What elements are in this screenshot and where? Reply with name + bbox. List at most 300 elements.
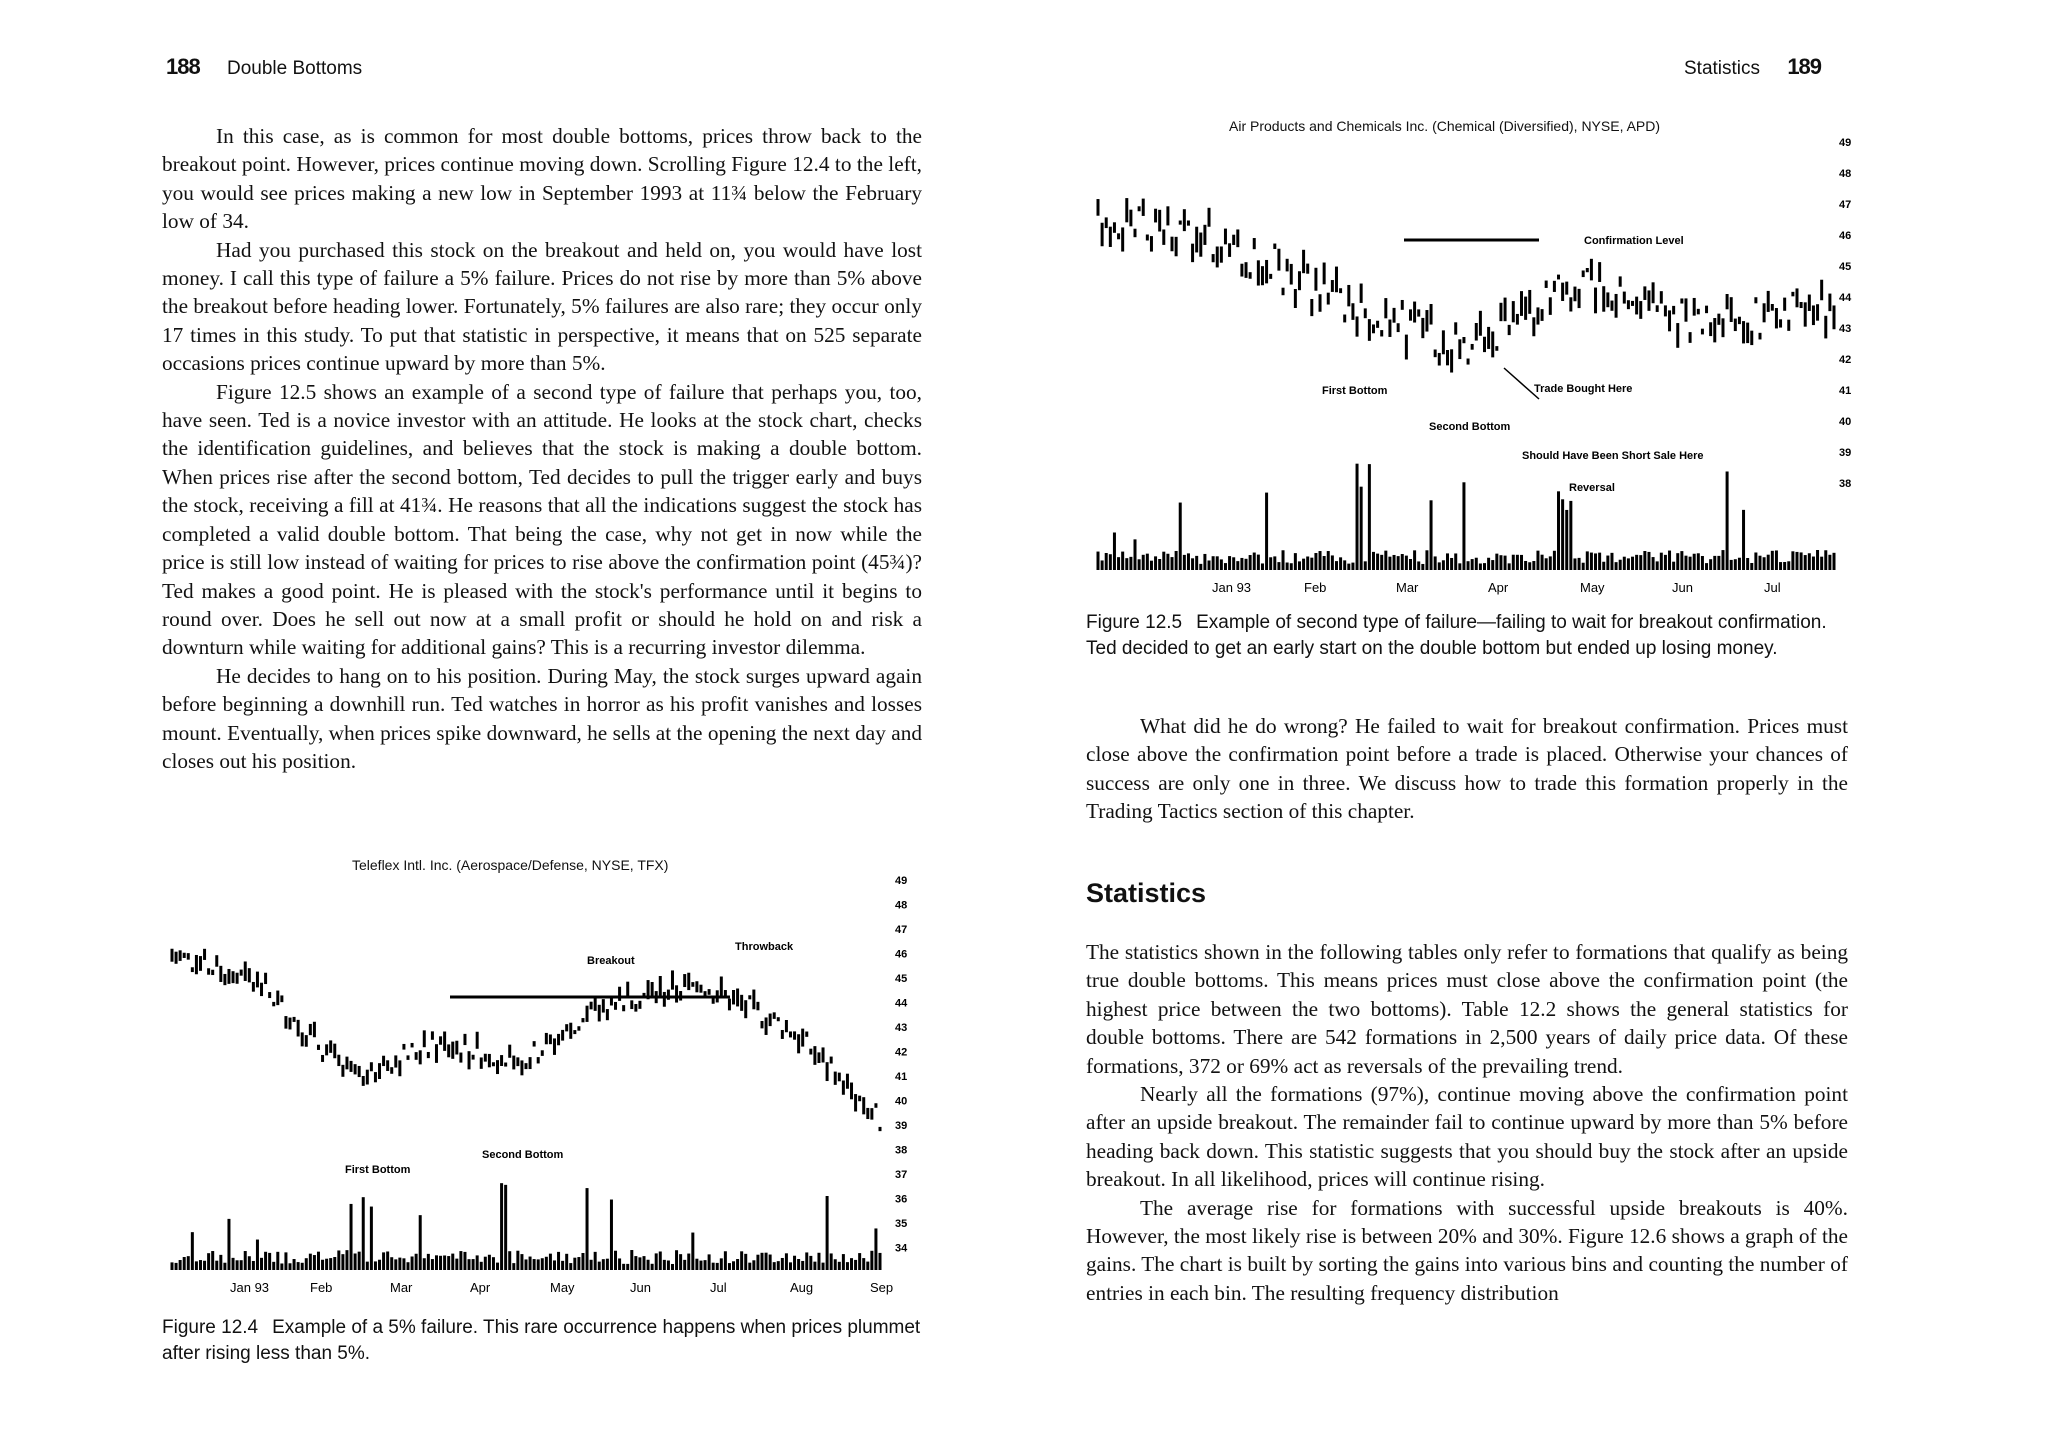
volume-bar (1323, 556, 1326, 570)
x-tick-label: Feb (310, 1280, 333, 1295)
volume-bar (496, 1263, 499, 1270)
volume-bar (695, 1259, 698, 1270)
volume-bar (813, 1262, 816, 1270)
right-page-header (1684, 54, 1821, 80)
volume-bar (500, 1183, 503, 1270)
y-tick-label: 44 (895, 997, 908, 1010)
volume-bar (484, 1257, 487, 1270)
volume-bar (305, 1258, 308, 1270)
volume-bar (866, 1262, 869, 1270)
volume-bar (732, 1261, 735, 1270)
volume-bar (350, 1204, 353, 1270)
volume-bar (1721, 550, 1724, 570)
volume-bar (1499, 555, 1502, 570)
volume-bar (1528, 562, 1531, 570)
annotation-second-bottom: Second Bottom (1429, 421, 1511, 433)
volume-bar (1462, 482, 1465, 570)
volume-bar (647, 1260, 650, 1270)
volume-bar (691, 1233, 694, 1270)
volume-bar (1245, 559, 1248, 570)
volume-bar (793, 1256, 796, 1270)
volume-bar (171, 1262, 174, 1270)
y-tick-label: 41 (1839, 385, 1852, 397)
volume-bar (1738, 558, 1741, 570)
volume-bar (1598, 553, 1601, 570)
volume-bar (581, 1253, 584, 1270)
volume-bar (1269, 557, 1272, 570)
x-tick-label: Jul (710, 1280, 727, 1295)
volume-bar (402, 1258, 405, 1270)
volume-bar (565, 1254, 568, 1270)
volume-bar (769, 1255, 772, 1270)
volume-bar (1277, 562, 1280, 570)
volume-bar (191, 1232, 194, 1270)
volume-bar (1561, 499, 1564, 570)
volume-bar (325, 1259, 328, 1270)
paragraph: Nearly all the formations (97%), continue moving above the confirmation point after an upside breakout. The remainder fail to continue upward by more than 5% before heading back down. This statistic suggests that you should buy the stock after an upside breakout. In all likelihood, prices will continue rising. (1086, 1082, 1848, 1192)
y-tick-label: 47 (895, 924, 908, 936)
volume-bar (1343, 560, 1346, 570)
y-tick-label: 43 (1839, 323, 1852, 335)
volume-bar (187, 1256, 190, 1270)
left-body-text (162, 122, 922, 775)
volume-bar (1833, 553, 1836, 570)
volume-bar (765, 1253, 768, 1270)
volume-bar (1154, 556, 1157, 570)
annotation-first-bottom: First Bottom (345, 1164, 411, 1176)
volume-bar (761, 1253, 764, 1270)
volume-bar (1224, 563, 1227, 570)
volume-bar (232, 1258, 235, 1270)
volume-bar (1150, 561, 1153, 570)
volume-bar (427, 1254, 430, 1270)
volume-bar (720, 1258, 723, 1270)
volume-bar (797, 1259, 800, 1270)
volume-bar (309, 1254, 312, 1270)
volume-bar (594, 1252, 597, 1270)
x-tick-label: Apr (1488, 580, 1509, 595)
paragraph: The statistics shown in the following tables only refer to formations that qualify as being true double bottoms. This means prices must close above the confirmation point (the highest price between the two bottoms). Table 12.2 shows the general statistics for double bottoms. There are 542 formations in 2,500 years of daily price data. Of these formations, 372 or 69% act as reversals of the prevailing trend. (1086, 940, 1848, 1078)
volume-bar (1253, 553, 1256, 570)
volume-bar (1339, 557, 1342, 570)
volume-bar (614, 1251, 617, 1270)
volume-bar (1750, 563, 1753, 570)
volume-bar (345, 1250, 348, 1270)
annotation-reversal: Reversal (1569, 482, 1615, 494)
left-page-header (166, 54, 362, 80)
volume-bar (1310, 558, 1313, 570)
volume-bar (842, 1254, 845, 1270)
volume-bar (252, 1261, 255, 1270)
volume-bar (1549, 556, 1552, 570)
paragraph: The average rise for formations with successful upside breakouts is 40%. However, the most likely rise is between 20% and 30%. Figure 12.6 shows a graph of the gains. The chart is built by sorting the gains into various bins and counting the number of entries in each bin. The resulting frequency distribution (1086, 1195, 1848, 1305)
volume-bar (679, 1254, 682, 1270)
volume-bar (1298, 561, 1301, 570)
volume-bar (1504, 556, 1507, 570)
volume-bar (1615, 562, 1618, 570)
volume-bar (545, 1257, 548, 1270)
volume-bar (850, 1258, 853, 1270)
volume-bar (1384, 551, 1387, 570)
figure-12-4-chart (160, 870, 920, 1300)
y-tick-label: 38 (895, 1144, 908, 1157)
volume-bar (1676, 553, 1679, 570)
figure-caption-text: Example of second type of failure—failing to wait for breakout confirmation. Ted decided to get an early start on the double bottom but ended up losing money. (1086, 612, 1827, 659)
volume-bar (1175, 551, 1178, 570)
volume-bar (183, 1257, 186, 1270)
volume-bar (1142, 555, 1145, 570)
volume-bar (870, 1251, 873, 1270)
volume-bar (712, 1263, 715, 1270)
x-tick-label: Jun (1672, 580, 1693, 595)
volume-bar (459, 1251, 462, 1270)
volume-bar (1261, 563, 1264, 570)
x-axis-labels (1212, 580, 1781, 595)
volume-bar (1368, 464, 1371, 570)
volume-bar (1627, 558, 1630, 570)
volume-bar (1438, 562, 1441, 570)
volume-bar (610, 1200, 613, 1270)
volume-bar (586, 1188, 589, 1270)
volume-bar (838, 1262, 841, 1270)
volume-bar (1680, 551, 1683, 570)
paragraph: In this case, as is common for most double bottoms, prices throw back to the breakout point. However, prices continue moving down. Scrolling Figure 12.4 to the left, you would see prices making a new low in September 1993 at 11¾ below the February low of 34. (162, 124, 922, 234)
volume-bar (1771, 551, 1774, 570)
volume-bar (1557, 491, 1560, 570)
volume-bar (435, 1255, 438, 1270)
volume-bar (1709, 559, 1712, 570)
volume-bar (1536, 551, 1539, 570)
volume-bar (293, 1259, 296, 1270)
y-tick-label: 48 (895, 899, 908, 912)
volume-bar (525, 1259, 528, 1270)
volume-bar (1372, 552, 1375, 570)
volume-bar (1606, 556, 1609, 570)
volume-bar (1602, 562, 1605, 570)
volume-bar (1273, 556, 1276, 570)
volume-bar (1134, 539, 1137, 570)
volume-bar (1105, 553, 1108, 570)
page-number: 188 (166, 54, 200, 79)
volume-bar (508, 1251, 511, 1270)
volume-bar (1216, 556, 1219, 570)
running-head: Double Bottoms (227, 58, 363, 79)
volume-bar (1388, 557, 1391, 570)
volume-bar (1356, 464, 1359, 570)
volume-bar (1393, 555, 1396, 570)
annotation-trade-bought: Trade Bought Here (1534, 383, 1633, 395)
x-axis-labels (230, 1280, 893, 1295)
volume-bar (1763, 557, 1766, 570)
volume-bar (1701, 556, 1704, 570)
figure-12-5-caption (1086, 610, 1846, 662)
volume-bar (1475, 558, 1478, 570)
volume-bar (1364, 561, 1367, 570)
volume-bar (1672, 562, 1675, 570)
volume-bar (1828, 555, 1831, 570)
x-tick-label: Sep (870, 1280, 894, 1295)
volume-bar (1467, 561, 1470, 570)
volume-bar (1434, 556, 1437, 570)
volume-bar (651, 1264, 654, 1270)
volume-bar (1360, 487, 1363, 570)
volume-bar (341, 1254, 344, 1270)
volume-bar (463, 1252, 466, 1270)
volume-bar (520, 1254, 523, 1270)
volume-bar (1265, 493, 1268, 570)
volume-bar (687, 1254, 690, 1270)
volume-bar (264, 1252, 267, 1270)
volume-bar (1405, 556, 1408, 570)
volume-bar (1282, 550, 1285, 570)
volume-bar (781, 1258, 784, 1270)
volume-bar (1795, 552, 1798, 570)
volume-bar (1800, 552, 1803, 570)
volume-bar (577, 1257, 580, 1270)
volume-bar (1808, 553, 1811, 570)
volume-bar (854, 1260, 857, 1270)
volume-bar (1512, 555, 1515, 570)
volume-bar (537, 1259, 540, 1270)
volume-bar (1376, 554, 1379, 570)
volume-bar (276, 1252, 279, 1270)
volume-bar (236, 1260, 239, 1270)
volume-bar (284, 1252, 287, 1270)
volume-bar (667, 1261, 670, 1270)
volume-bar (874, 1228, 877, 1270)
right-page (1024, 0, 2048, 1450)
volume-bar (724, 1251, 727, 1270)
volume-bar (1487, 558, 1490, 570)
volume-bar (805, 1252, 808, 1270)
volume-bar (1162, 552, 1165, 570)
volume-bar (789, 1262, 792, 1270)
volume-bar (1758, 556, 1761, 570)
y-tick-label: 38 (1839, 478, 1852, 490)
volume-bar (1713, 556, 1716, 570)
volume-bar (468, 1259, 471, 1270)
volume-bar (1187, 553, 1190, 570)
paragraph: What did he do wrong? He failed to wait for breakout confirmation. Prices must close above the confirmation point before a trade is placed. Otherwise your chances of success are only one in three. We discuss how to trade this formation properly in the Trading Tactics section of this chapter. (1086, 714, 1848, 824)
volume-bar (1413, 550, 1416, 570)
volume-bar (329, 1258, 332, 1270)
volume-bar (1717, 556, 1720, 570)
volume-bar (179, 1260, 182, 1270)
volume-bar (1458, 563, 1461, 570)
y-tick-label: 37 (895, 1169, 908, 1181)
volume-bar (1726, 471, 1729, 570)
volume-bar (1541, 555, 1544, 570)
volume-bar (386, 1251, 389, 1270)
volume-bar (1582, 563, 1585, 570)
volume-bar (423, 1258, 426, 1270)
volume-bar (1113, 532, 1116, 570)
volume-bar (1208, 560, 1211, 570)
volume-bar (516, 1251, 519, 1270)
volume-bar (203, 1261, 206, 1270)
volume-bar (1520, 555, 1523, 570)
volume-bar (846, 1262, 849, 1270)
volume-bar (683, 1260, 686, 1270)
volume-bar (1479, 563, 1482, 570)
volume-bar (1101, 560, 1104, 570)
volume-bars (1097, 464, 1836, 570)
chart-title: Air Products and Chemicals Inc. (Chemical (Diversified), NYSE, APD) (1229, 118, 1661, 134)
volume-bar (699, 1261, 702, 1270)
y-tick-label: 35 (895, 1218, 908, 1230)
volume-bar (773, 1262, 776, 1270)
volume-bar (443, 1255, 446, 1270)
running-head: Statistics (1684, 58, 1761, 79)
volume-bar (1779, 562, 1782, 570)
volume-bar (321, 1260, 324, 1270)
volume-bar (1532, 561, 1535, 570)
volume-bar (398, 1258, 401, 1270)
volume-bar (1639, 555, 1642, 570)
volume-bar (626, 1264, 629, 1270)
y-axis-labels (1839, 137, 1852, 490)
volume-bar (1668, 551, 1671, 570)
volume-bar (301, 1263, 304, 1270)
volume-bar (476, 1255, 479, 1270)
volume-bar (1335, 561, 1338, 570)
volume-bar (1351, 563, 1354, 570)
volume-bar (223, 1263, 226, 1270)
volume-bar (1742, 510, 1745, 570)
volume-bar (256, 1240, 259, 1270)
volume-bar (1553, 551, 1556, 570)
volume-bar (748, 1263, 751, 1270)
volume-bar (378, 1260, 381, 1270)
volume-bar (561, 1261, 564, 1270)
volume-bar (1195, 556, 1198, 570)
volume-bar (297, 1262, 300, 1270)
volume-bar (1290, 563, 1293, 570)
volume-bar (366, 1262, 369, 1270)
volume-bar (618, 1258, 621, 1270)
volume-bar (1775, 550, 1778, 570)
figure-label: Figure 12.4 (162, 1317, 259, 1338)
volume-bar (1816, 550, 1819, 570)
volume-bar (1594, 553, 1597, 570)
volume-bar (862, 1258, 865, 1270)
volume-bar (280, 1263, 283, 1270)
volume-bar (260, 1258, 263, 1270)
volume-bar (1166, 554, 1169, 570)
volume-bar (394, 1259, 397, 1270)
y-tick-label: 39 (895, 1120, 908, 1132)
volume-bar (704, 1260, 707, 1270)
volume-bar (1693, 554, 1696, 570)
annotation-first-bottom: First Bottom (1322, 385, 1388, 397)
page-number: 189 (1787, 54, 1822, 79)
x-tick-label: Mar (390, 1280, 413, 1295)
volume-bar (1191, 558, 1194, 570)
volume-bar (728, 1263, 731, 1270)
volume-bar (1146, 554, 1149, 570)
volume-bar (801, 1261, 804, 1270)
volume-bar (492, 1257, 495, 1270)
volume-bar (337, 1250, 340, 1270)
paragraph: Had you purchased this stock on the breakout and held on, you would have lost money. I call this type of failure a 5% failure. Prices do not rise by more than 5% above the breakout before heading lower. Fortunately, 5% failures are also rare; they occur only 17 times in this study. To put that statistic in perspective, it means that on 525 separate occasions prices continue upward by more than 5%. (162, 237, 922, 376)
volume-bar (1734, 559, 1737, 570)
volume-bar (830, 1253, 833, 1270)
volume-bar (1524, 561, 1527, 570)
volume-bar (1508, 563, 1511, 570)
volume-bar (736, 1259, 739, 1270)
volume-bar (447, 1256, 450, 1270)
y-tick-label: 47 (1839, 199, 1852, 211)
volume-bar (1746, 558, 1749, 570)
volume-bar (1450, 558, 1453, 570)
volume-bar (777, 1261, 780, 1270)
x-tick-label: Feb (1304, 580, 1327, 595)
volume-bar (1158, 559, 1161, 570)
volume-bar (1656, 561, 1659, 570)
volume-bar (431, 1259, 434, 1270)
volume-bar (1804, 555, 1807, 570)
volume-bar (419, 1215, 422, 1270)
volume-bar (569, 1263, 572, 1270)
volume-bar (834, 1259, 837, 1270)
volume-bar (557, 1252, 560, 1270)
volume-bar (1684, 556, 1687, 570)
volume-bar (1824, 550, 1827, 570)
volume-bar (407, 1262, 410, 1270)
volume-bar (240, 1260, 243, 1270)
volume-bar (643, 1256, 646, 1270)
volume-bar (1516, 555, 1519, 570)
volume-bar (219, 1255, 222, 1270)
volume-bar (1319, 551, 1322, 570)
volume-bar (317, 1252, 320, 1270)
volume-bar (1228, 556, 1231, 570)
volume-bar (1787, 561, 1790, 570)
volume-bar (1791, 551, 1794, 570)
volume-bar (1689, 557, 1692, 570)
volume-bar (1240, 558, 1243, 570)
volume-bar (1117, 557, 1120, 570)
volume-bar (809, 1256, 812, 1270)
volume-bar (1294, 553, 1297, 570)
price-bars (1098, 198, 1834, 372)
volume-bar (1545, 558, 1548, 570)
volume-bar (1212, 556, 1215, 570)
y-tick-label: 48 (1839, 168, 1852, 180)
x-tick-label: Apr (470, 1280, 491, 1295)
volume-bar (858, 1253, 861, 1270)
volume-bar (333, 1257, 336, 1270)
volume-bar (1236, 561, 1239, 570)
volume-bar (358, 1252, 361, 1270)
volume-bar (659, 1251, 662, 1270)
volume-bar (272, 1262, 275, 1270)
section-heading: Statistics (1086, 878, 1207, 908)
volume-bar (1380, 555, 1383, 570)
volume-bar (1409, 559, 1412, 570)
paragraph: He decides to hang on to his position. During May, the stock surges upward again before beginning a downhill run. Ted watches in horror as his profit vanishes and losses mount. Eventually, when prices spike downward, he sells at the opening the next day and closes out his position. (162, 663, 922, 773)
volume-bar (1705, 563, 1708, 570)
volume-bar (374, 1261, 377, 1270)
volume-bar (1590, 553, 1593, 570)
volume-bar (512, 1263, 515, 1270)
volume-bar (1664, 555, 1667, 570)
volume-bar (1643, 551, 1646, 570)
volume-bar (817, 1253, 820, 1270)
volume-bar (740, 1251, 743, 1270)
volume-bar (1327, 551, 1330, 570)
y-tick-label: 44 (1839, 292, 1852, 304)
